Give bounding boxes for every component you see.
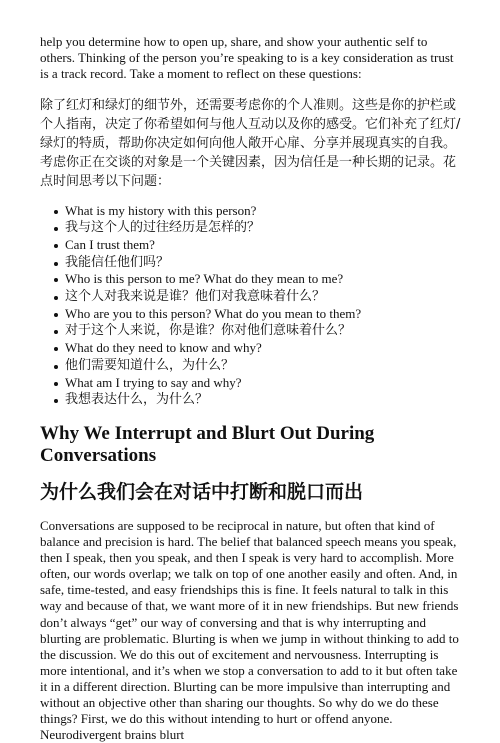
question-item-en: What is my history with this person? [54,203,462,220]
question-item-zh: 我想表达什么，为什么？ [54,391,462,409]
question-item-zh: 我能信任他们吗？ [54,254,462,272]
question-item-zh: 他们需要知道什么，为什么？ [54,357,462,375]
intro-paragraph-zh: 除了红灯和绿灯的细节外，还需要考虑你的个人准则。这些是你的护栏或个人指南，决定了你希望如何与他人互动以及你的感受。它们补充了红灯/绿灯的特质，帮助你决定如何向他人敞开心扉、分享并展现真实的自我。考虑你正在交谈的对象是一个关键因素，因为信任是一种长期的记录。花点时间思考以下问题： [40,97,461,189]
question-item-en: What do they need to know and why? [54,340,462,357]
question-item-zh: 这个人对我来说是谁？他们对我意味着什么？ [54,288,462,306]
reflection-questions-list [40,203,462,409]
body-paragraph-en: Conversations are supposed to be reciprocal in nature, but often that kind of balance and precision is hard. The belief that balanced speech means you speak, then I speak, then you speak, and then I speak is very hard to accomplish. More often, our words overlap; we talk on top of one another easily and often. And, in safe, time-tested, and easy friendships this is fine. It feels natural to talk in this way and because of that, we want more of it in new friendships. But new friends don’t always “get” our way of conversing and that is why interrupting and blurting are problematic. Blurting is when we jump in without thinking to add to the discussion. We do this out of excitement and nervousness. Interrupting is more intentional, and it’s when we stop a conversation to add to it but often take it in a different direction. Blurting can be more impulsive than interrupting and without an objective other than sharing our thoughts. So why do we do these things? First, we do this without intending to hurt or offend anyone. Neurodivergent brains blurt [40,517,459,743]
intro-paragraph-en: help you determine how to open up, share, and show your authentic self to others. Thinking of the person you’re speaking to is a key consideration as trust is a track record. Take a moment to reflect on these questions: [40,34,454,82]
question-item-en: Can I trust them? [54,237,462,254]
question-item-en: Who is this person to me? What do they mean to me? [54,271,462,288]
question-item-zh: 我与这个人的过往经历是怎样的？ [54,219,462,237]
document-page [40,34,462,743]
question-item-en: What am I trying to say and why? [54,375,462,392]
question-item-zh: 对于这个人来说，你是谁？你对他们意味着什么？ [54,322,462,340]
section-heading-en: Why We Interrupt and Blurt Out During Conversations [40,422,375,466]
question-item-en: Who are you to this person? What do you mean to them? [54,306,462,323]
section-heading-zh: 为什么我们会在对话中打断和脱口而出 [40,480,364,503]
